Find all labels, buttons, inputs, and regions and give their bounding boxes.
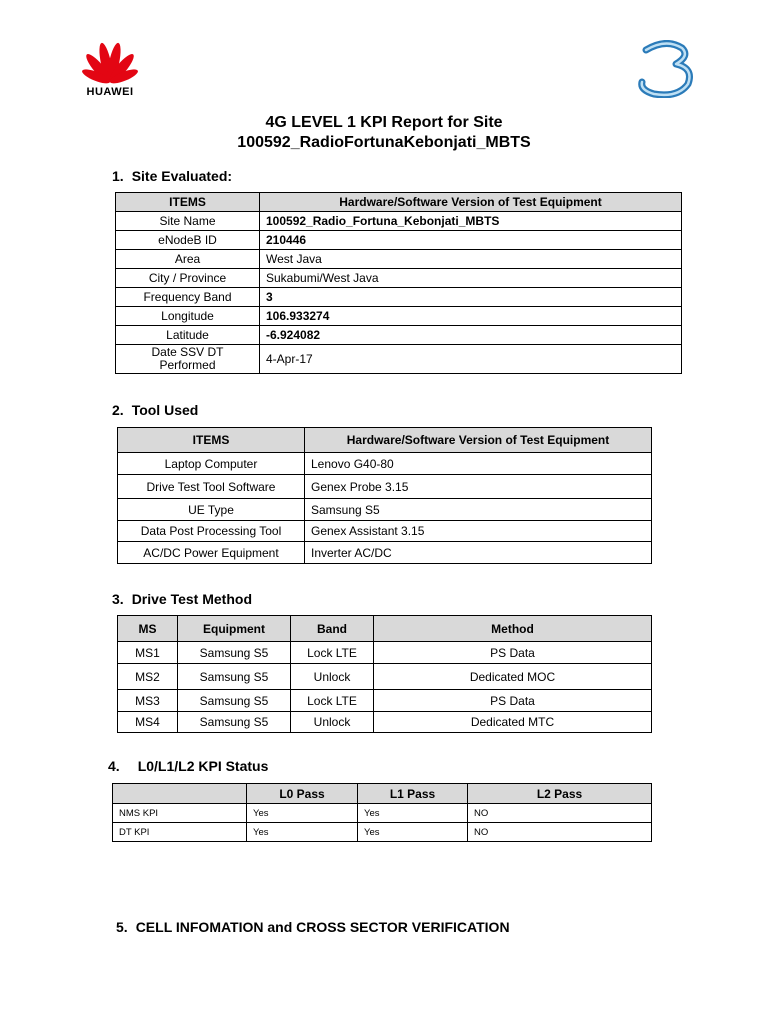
kpi-l0-value: Yes [247,804,358,823]
item-label: Frequency Band [116,288,260,307]
section-number: 4. [108,758,120,774]
section-number: 3. [112,591,124,607]
table-row [116,345,682,374]
tool-value: Samsung S5 [305,499,652,521]
tool-used-table [117,427,652,564]
table-row [118,712,652,733]
section-title: Site Evaluated: [131,168,233,184]
item-value: 4-Apr-17 [260,345,682,374]
ms-cell: MS2 [118,664,178,690]
table-row [116,269,682,288]
section-5-heading [116,919,510,935]
kpi-l1-value: Yes [358,823,468,842]
kpi-label: NMS KPI [113,804,247,823]
band-cell: Unlock [291,664,374,690]
column-header: ITEMS [116,193,260,212]
item-value: -6.924082 [260,326,682,345]
item-value: 106.933274 [260,307,682,326]
kpi-label: DT KPI [113,823,247,842]
table-row [116,288,682,307]
section-4-heading [108,758,268,774]
column-header: Equipment [178,616,291,642]
report-title: 4G LEVEL 1 KPI Report for Site [265,114,503,131]
tool-value: Lenovo G40-80 [305,453,652,475]
tool-label: Laptop Computer [118,453,305,475]
table-row [118,499,652,521]
item-value: Sukabumi/West Java [260,269,682,288]
column-header [113,784,247,804]
site-evaluated-table [115,192,682,374]
section-2-heading [112,402,198,418]
table-row [116,326,682,345]
band-cell: Unlock [291,712,374,733]
table-header-row [118,428,652,453]
item-label: eNodeB ID [116,231,260,250]
three-logo [636,40,698,98]
kpi-status-table [112,783,652,842]
table-row [118,664,652,690]
column-header: Method [374,616,652,642]
tool-label: Data Post Processing Tool [118,521,305,542]
table-row [116,307,682,326]
table-header-row [116,193,682,212]
ms-cell: MS3 [118,690,178,712]
section-title: Drive Test Method [131,591,252,607]
table-row [118,521,652,542]
table-row [118,475,652,499]
kpi-l2-value: NO [468,823,652,842]
item-label: Latitude [116,326,260,345]
section-title: L0/L1/L2 KPI Status [137,758,269,774]
table-row [118,690,652,712]
item-label: Site Name [116,212,260,231]
method-cell: Dedicated MTC [374,712,652,733]
column-header: MS [118,616,178,642]
method-cell: PS Data [374,690,652,712]
section-title: Tool Used [131,402,199,418]
equipment-cell: Samsung S5 [178,642,291,664]
column-header: L0 Pass [247,784,358,804]
method-cell: Dedicated MOC [374,664,652,690]
method-cell: PS Data [374,642,652,664]
table-row [118,642,652,664]
column-header: ITEMS [118,428,305,453]
item-label: City / Province [116,269,260,288]
table-row [116,250,682,269]
table-row [113,804,652,823]
table-row [116,231,682,250]
equipment-cell: Samsung S5 [178,690,291,712]
column-header: Hardware/Software Version of Test Equipment [260,193,682,212]
section-number: 1. [112,168,124,184]
huawei-wordmark: HUAWEI [86,86,134,98]
equipment-cell: Samsung S5 [178,664,291,690]
site-title: 100592_RadioFortunaKebonjati_MBTS [237,134,531,151]
table-row [118,542,652,564]
table-header-row [118,616,652,642]
item-value: 210446 [260,231,682,250]
kpi-l1-value: Yes [358,804,468,823]
section-1-heading [112,168,232,184]
equipment-cell: Samsung S5 [178,712,291,733]
table-header-row [113,784,652,804]
column-header: Band [291,616,374,642]
tool-value: Inverter AC/DC [305,542,652,564]
table-row [118,453,652,475]
huawei-logo [78,40,142,102]
item-label: Date SSV DT Performed [116,345,260,374]
column-header: Hardware/Software Version of Test Equipment [305,428,652,453]
tool-label: AC/DC Power Equipment [118,542,305,564]
item-label: Longitude [116,307,260,326]
band-cell: Lock LTE [291,690,374,712]
tool-value: Genex Assistant 3.15 [305,521,652,542]
kpi-l0-value: Yes [247,823,358,842]
ms-cell: MS4 [118,712,178,733]
item-label: Area [116,250,260,269]
table-row [113,823,652,842]
column-header: L2 Pass [468,784,652,804]
item-value: 100592_Radio_Fortuna_Kebonjati_MBTS [260,212,682,231]
kpi-l2-value: NO [468,804,652,823]
item-value: 3 [260,288,682,307]
section-number: 2. [112,402,124,418]
ms-cell: MS1 [118,642,178,664]
three-logo-icon [636,40,698,98]
column-header: L1 Pass [358,784,468,804]
huawei-petals-icon [78,40,142,86]
drive-test-method-table [117,615,652,733]
section-title: CELL INFOMATION and CROSS SECTOR VERIFICATION [135,919,510,935]
section-3-heading [112,591,252,607]
tool-label: Drive Test Tool Software [118,475,305,499]
section-number: 5. [116,919,128,935]
item-value: West Java [260,250,682,269]
band-cell: Lock LTE [291,642,374,664]
tool-label: UE Type [118,499,305,521]
table-row [116,212,682,231]
tool-value: Genex Probe 3.15 [305,475,652,499]
